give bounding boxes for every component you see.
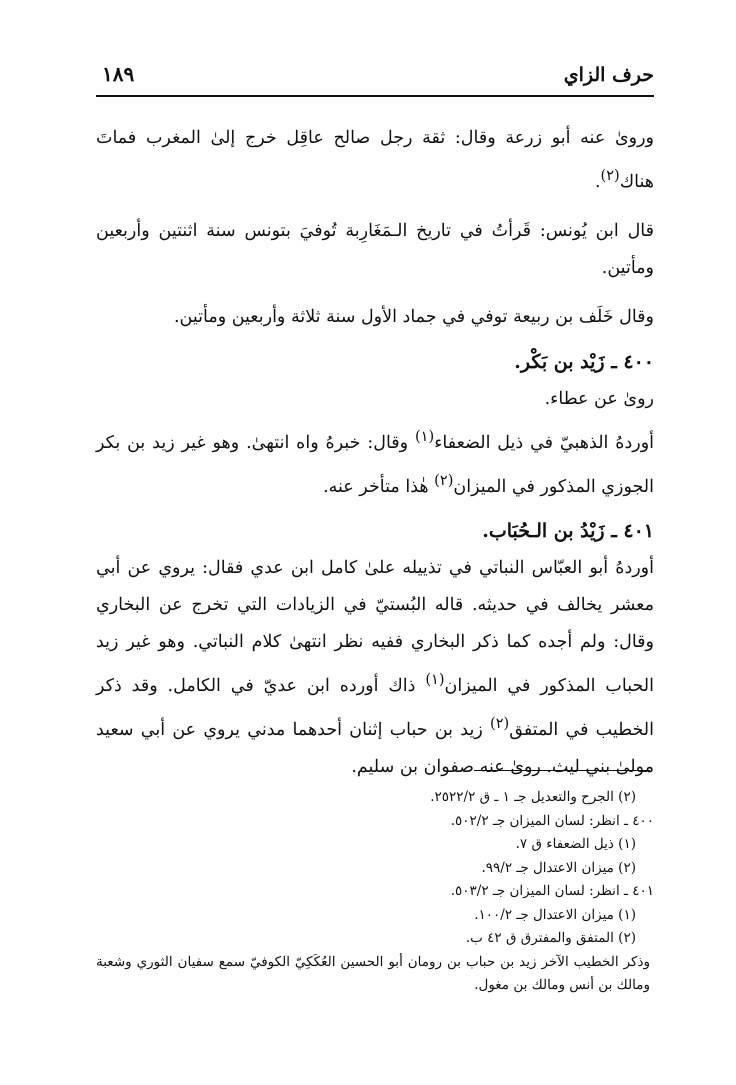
entry-400-narration: رویٰ عن عطاء. xyxy=(544,388,654,409)
footnote: (٢) ميزان الاعتدال جـ ٩٩/٢. xyxy=(481,859,636,876)
footnote: (١) ذيل الضعفاء ق ٧. xyxy=(515,836,636,852)
footnote-khatib-note: وذكر الخطيب الآخر زيد بن حباب بن رومان أبو الحسين العُكَكِيّ الكوفيّ سمع سفيان الثوري وشعبة ومالك بن أنس ومالك بن مغول. xyxy=(96,953,650,993)
entry-400-text: أوردهُ الذهبيّ في ذيل الضعفاء$^{(١)}$ وقال: خبرهُ واه انتهىٰ. وهو غير زيد بن بكر الجوزي المذكور في الميزان$^{(٢)}$ هٰذا متأخر عنه. xyxy=(96,427,655,497)
footnotes xyxy=(96,786,654,998)
paragraph-narration: ورویٰ عنه أبو زرعة وقال: ثقة رجل صالح عاقِل خرج إلىٰ المغرب فماتَ هناك$^{(٢)}$. xyxy=(96,128,654,192)
footnote: (٢) المتفق والمفترق ق ٤٢ ب. xyxy=(465,930,636,946)
footnote: (١) ميزان الاعتدال جـ ١٠٠/٢. xyxy=(474,906,636,923)
page-number: ١٨٩ xyxy=(102,62,135,86)
footnote-entry-400: ٤٠٠ ـ انظر: لسان الميزان جـ ٥٠٢/٢. xyxy=(450,812,654,829)
footnote-rule xyxy=(474,770,650,771)
paragraph-ibn-yunus: قال ابن يُونس: قَرأتُ في تاريخ الـمَغَارِبة تُوفيَ بتونس سنة اثنتين وأربعين ومأتين. xyxy=(96,220,654,278)
entry-heading-401: ٤٠١ ـ زَيْدُ بن الـحُبَاب. xyxy=(482,520,654,543)
entry-401-text: أوردهُ أبو العبّاس النباتي في تذييله علىٰ كامل ابن عدي فقال: يروي عن أبي معشر يخالف في حديثه. قاله البُستيّ في الزيادات التي تخرج عن البخاري وقال: ولم أجده كما ذكر البخاري ففيه نظر انتهىٰ كلام النباتي. وهو غير زيد الحباب المذكور في الميزان$^{(١)}$ ذاك أورده ابن عديّ في الكامل. وقد ذكر الخطيب في المتفق$^{(٢)}$ زيد بن حباب إثنان أحدهما مدني يروي عن أبي سعيد مولىٰ بني ليث. رویٰ عنه صفوان بن سليم. xyxy=(96,558,654,778)
header-rule xyxy=(96,95,654,97)
entry-heading-400: ٤٠٠ ـ زَيْد بن بَكْر. xyxy=(514,350,654,373)
running-header-title: حرف الزاي xyxy=(563,64,654,86)
footnote: (٢) الجرح والتعديل جـ ١ ـ ق ٢٥٢٢/٢. xyxy=(430,789,636,805)
main-text xyxy=(96,120,654,786)
footnote-entry-401: ٤٠١ ـ انظر: لسان الميزان جـ ٥٠٣/٢. xyxy=(450,883,654,899)
paragraph-khalaf: وقال خَلَف بن ربيعة توفي في جماد الأول سنة ثلاثة وأربعين ومأتين. xyxy=(173,306,654,327)
page-header xyxy=(96,58,654,90)
